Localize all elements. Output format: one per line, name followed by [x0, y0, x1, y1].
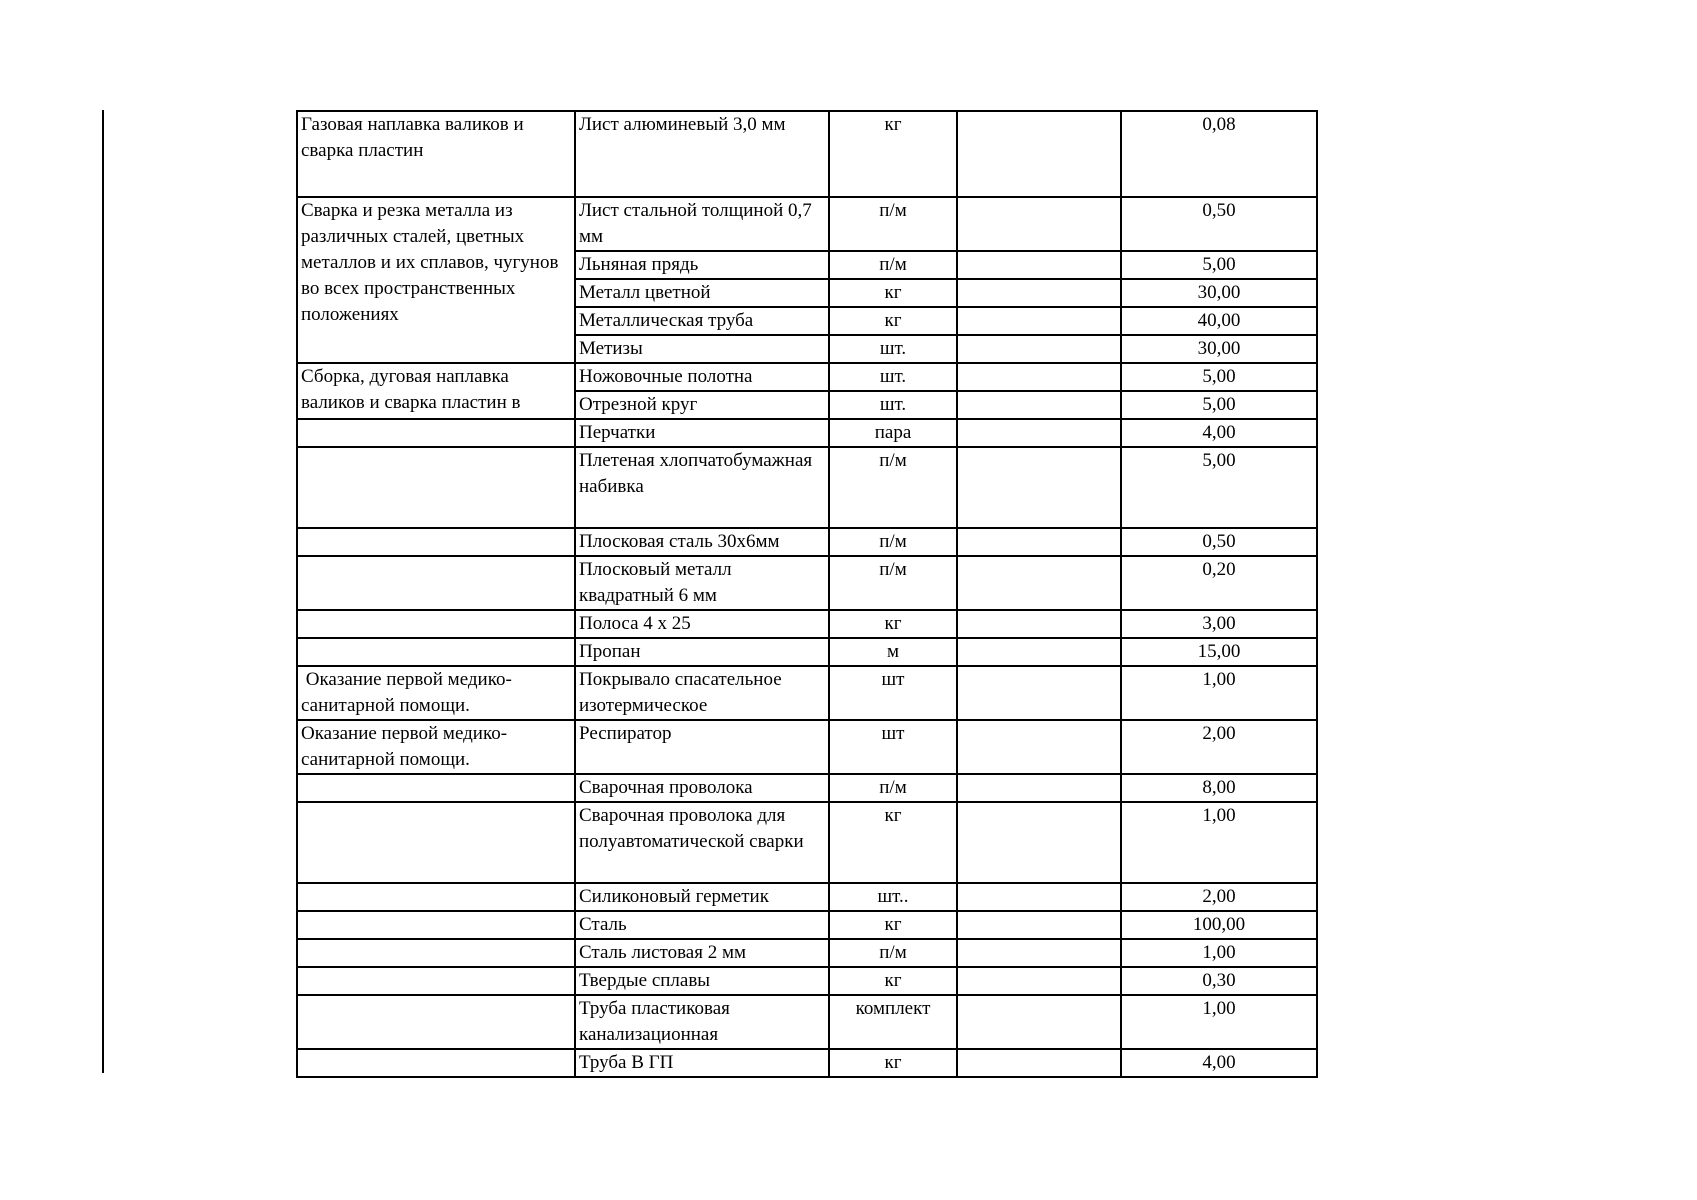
table-row: [297, 774, 1317, 802]
material-cell: Покрывало спасательное изотермическое: [575, 666, 829, 720]
note-cell: [957, 197, 1121, 251]
activity-cell: [297, 1049, 575, 1077]
note-cell: [957, 111, 1121, 197]
activity-cell: [297, 447, 575, 528]
material-cell: Твердые сплавы: [575, 967, 829, 995]
quantity-cell: 3,00: [1121, 610, 1317, 638]
quantity-cell: 15,00: [1121, 638, 1317, 666]
quantity-cell: 0,30: [1121, 967, 1317, 995]
activity-cell: [297, 883, 575, 911]
material-cell: Сталь: [575, 911, 829, 939]
quantity-cell: 5,00: [1121, 391, 1317, 419]
unit-cell: п/м: [829, 197, 957, 251]
table-row: [297, 939, 1317, 967]
quantity-cell: 30,00: [1121, 279, 1317, 307]
quantity-cell: 5,00: [1121, 363, 1317, 391]
materials-table: [296, 110, 1318, 1078]
activity-cell: Оказание первой медико-санитарной помощи.: [297, 720, 575, 774]
material-cell: Отрезной круг: [575, 391, 829, 419]
quantity-cell: 1,00: [1121, 802, 1317, 883]
unit-cell: п/м: [829, 939, 957, 967]
unit-cell: кг: [829, 111, 957, 197]
quantity-cell: 30,00: [1121, 335, 1317, 363]
unit-cell: кг: [829, 1049, 957, 1077]
material-cell: Сварочная проволока: [575, 774, 829, 802]
activity-text: Сварка и резка металла из различных сталей, цветных металлов и их сплавов, чугунов во всех пространственных положениях: [301, 200, 559, 325]
quantity-cell: 0,50: [1121, 528, 1317, 556]
unit-cell: м: [829, 638, 957, 666]
quantity-cell: 1,00: [1121, 995, 1317, 1049]
table-row: [297, 111, 1317, 197]
unit-cell: кг: [829, 610, 957, 638]
activity-cell: [297, 774, 575, 802]
note-cell: [957, 447, 1121, 528]
material-cell: Плосковая сталь 30х6мм: [575, 528, 829, 556]
material-cell: Перчатки: [575, 419, 829, 447]
unit-cell: п/м: [829, 528, 957, 556]
quantity-cell: 40,00: [1121, 307, 1317, 335]
unit-cell: п/м: [829, 774, 957, 802]
note-cell: [957, 995, 1121, 1049]
note-cell: [957, 391, 1121, 419]
table-row: [297, 911, 1317, 939]
material-cell: Труба пластиковая канализационная: [575, 995, 829, 1049]
activity-cell: [297, 197, 575, 363]
note-cell: [957, 883, 1121, 911]
note-cell: [957, 666, 1121, 720]
note-cell: [957, 335, 1121, 363]
quantity-cell: 5,00: [1121, 251, 1317, 279]
activity-cell: [297, 939, 575, 967]
activity-cell: [297, 638, 575, 666]
activity-cell: [297, 802, 575, 883]
unit-cell: кг: [829, 967, 957, 995]
note-cell: [957, 528, 1121, 556]
material-cell: Пропан: [575, 638, 829, 666]
activity-cell: [297, 967, 575, 995]
unit-cell: шт..: [829, 883, 957, 911]
material-cell: Респиратор: [575, 720, 829, 774]
quantity-cell: 0,50: [1121, 197, 1317, 251]
table-row: [297, 419, 1317, 447]
table-row: [297, 720, 1317, 774]
note-cell: [957, 911, 1121, 939]
activity-cell: [297, 528, 575, 556]
table-row: [297, 967, 1317, 995]
note-cell: [957, 307, 1121, 335]
unit-cell: комплект: [829, 995, 957, 1049]
unit-cell: шт.: [829, 363, 957, 391]
quantity-cell: 4,00: [1121, 1049, 1317, 1077]
note-cell: [957, 279, 1121, 307]
note-cell: [957, 802, 1121, 883]
quantity-cell: 0,20: [1121, 556, 1317, 610]
table-row: [297, 995, 1317, 1049]
note-cell: [957, 419, 1121, 447]
unit-cell: пара: [829, 419, 957, 447]
unit-cell: шт: [829, 720, 957, 774]
unit-cell: шт: [829, 666, 957, 720]
unit-cell: кг: [829, 911, 957, 939]
material-cell: Полоса 4 х 25: [575, 610, 829, 638]
quantity-cell: 0,08: [1121, 111, 1317, 197]
note-cell: [957, 967, 1121, 995]
quantity-cell: 2,00: [1121, 720, 1317, 774]
table-row: [297, 610, 1317, 638]
unit-cell: п/м: [829, 556, 957, 610]
material-cell: Труба В ГП: [575, 1049, 829, 1077]
note-cell: [957, 720, 1121, 774]
activity-cell: Оказание первой медико-санитарной помощи.: [297, 666, 575, 720]
note-cell: [957, 610, 1121, 638]
page-margin-line: [102, 110, 104, 1073]
quantity-cell: 8,00: [1121, 774, 1317, 802]
note-cell: [957, 556, 1121, 610]
table-row: [297, 802, 1317, 883]
activity-cell: [297, 610, 575, 638]
note-cell: [957, 1049, 1121, 1077]
material-cell: Сталь листовая 2 мм: [575, 939, 829, 967]
quantity-cell: 1,00: [1121, 666, 1317, 720]
material-cell: Ножовочные полотна: [575, 363, 829, 391]
material-cell: Лист алюминевый 3,0 мм: [575, 111, 829, 197]
unit-cell: кг: [829, 307, 957, 335]
unit-cell: шт.: [829, 391, 957, 419]
note-cell: [957, 363, 1121, 391]
unit-cell: п/м: [829, 447, 957, 528]
table-row: [297, 883, 1317, 911]
unit-cell: шт.: [829, 335, 957, 363]
table-row: [297, 197, 1317, 251]
note-cell: [957, 774, 1121, 802]
unit-cell: кг: [829, 279, 957, 307]
note-cell: [957, 939, 1121, 967]
material-cell: Металл цветной: [575, 279, 829, 307]
material-cell: Лист стальной толщиной 0,7 мм: [575, 197, 829, 251]
activity-cell: [297, 911, 575, 939]
activity-cell: [297, 363, 575, 419]
quantity-cell: 4,00: [1121, 419, 1317, 447]
material-cell: Метизы: [575, 335, 829, 363]
material-cell: Сварочная проволока для полуавтоматической сварки: [575, 802, 829, 883]
material-cell: Плосковый металл квадратный 6 мм: [575, 556, 829, 610]
note-cell: [957, 251, 1121, 279]
material-cell: Плетеная хлопчатобумажная набивка: [575, 447, 829, 528]
activity-text: Сборка, дуговая наплавка валиков и сварка пластин в: [301, 366, 521, 413]
activity-cell: Газовая наплавка валиков и сварка пластин: [297, 111, 575, 197]
material-cell: Силиконовый герметик: [575, 883, 829, 911]
unit-cell: кг: [829, 802, 957, 883]
table-row: [297, 363, 1317, 391]
activity-cell: [297, 556, 575, 610]
table-row: [297, 1049, 1317, 1077]
activity-cell: [297, 995, 575, 1049]
quantity-cell: 100,00: [1121, 911, 1317, 939]
table-row: [297, 638, 1317, 666]
note-cell: [957, 638, 1121, 666]
quantity-cell: 2,00: [1121, 883, 1317, 911]
unit-cell: п/м: [829, 251, 957, 279]
table-row: [297, 447, 1317, 528]
table-row: [297, 556, 1317, 610]
quantity-cell: 1,00: [1121, 939, 1317, 967]
activity-cell: [297, 419, 575, 447]
quantity-cell: 5,00: [1121, 447, 1317, 528]
material-cell: Металлическая труба: [575, 307, 829, 335]
table-row: [297, 666, 1317, 720]
material-cell: Льняная прядь: [575, 251, 829, 279]
table-row: [297, 528, 1317, 556]
